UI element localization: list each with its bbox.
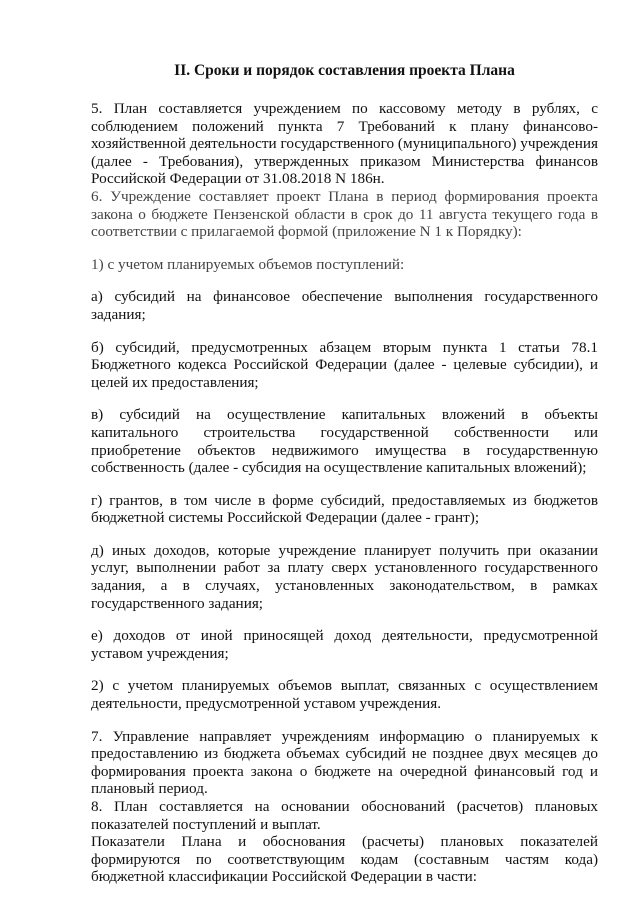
paragraph-item-2: 2) с учетом планируемых объемов выплат, связанных с осуществлением деятельности, предусмотренной уставом учреждения.: [91, 677, 598, 713]
paragraph-item-v: в) субсидий на осуществление капитальных вложений в объекты капитального строительства государственной собственности или приобретение объектов недвижимого имущества в государственную собственность (далее - субсидия на осуществление капитальных вложений);: [91, 406, 598, 477]
paragraph-item-1: 1) с учетом планируемых объемов поступлений:: [91, 255, 405, 273]
paragraph-item-e: е) доходов от иной приносящей доход деятельности, предусмотренной уставом учреждения;: [91, 627, 598, 662]
paragraph-item-g: г) грантов, в том числе в форме субсидий, предоставляемых из бюджетов бюджетной системы Российской Федерации (далее - грант);: [91, 491, 598, 527]
paragraph-item-d: д) иных доходов, которые учреждение планирует получить при оказании услуг, выполнении работ за плату сверх установленного государственного задания, а в случаях, установленных законодательством, в рамках государственного задания;: [91, 541, 598, 612]
paragraph-6: 6. Учреждение составляет проект Плана в период формирования проекта закона о бюджете Пензенской области в срок до 11 августа текущего года в соответствии с прилагаемой формой (приложение N 1 к Порядку):: [91, 187, 598, 241]
paragraph-indicators: Показатели Плана и обоснования (расчеты) плановых показателей формируются по соответствующим кодам (составным частям кода) бюджетной классификации Российской Федерации в части:: [91, 833, 598, 886]
paragraph-item-b: б) субсидий, предусмотренных абзацем вторым пункта 1 статьи 78.1 Бюджетного кодекса Российской Федерации (далее - целевые субсидии), и целей их предоставления;: [91, 338, 598, 391]
paragraph-5: 5. План составляется учреждением по кассовому методу в рублях, с соблюдением положений пункта 7 Требований к плану финансово-хозяйственной деятельности государственного (муниципального) учреждения (далее - Требования), утвержденных приказом Министерства финансов Российской Федерации от 31.08.2018 N 186н.: [91, 100, 598, 188]
paragraph-8: 8. План составляется на основании обоснований (расчетов) плановых показателей поступлений и выплат.: [91, 798, 598, 833]
section-title: II. Сроки и порядок составления проекта Плана: [174, 62, 515, 79]
paragraph-7: 7. Управление направляет учреждениям информацию о планируемых к предоставлению из бюджета объемах субсидий не позднее двух месяцев до формирования проекта закона о бюджете на очередной финансовый год и плановый период.: [91, 727, 598, 798]
paragraph-item-a: а) субсидий на финансовое обеспечение выполнения государственного задания;: [91, 288, 598, 323]
